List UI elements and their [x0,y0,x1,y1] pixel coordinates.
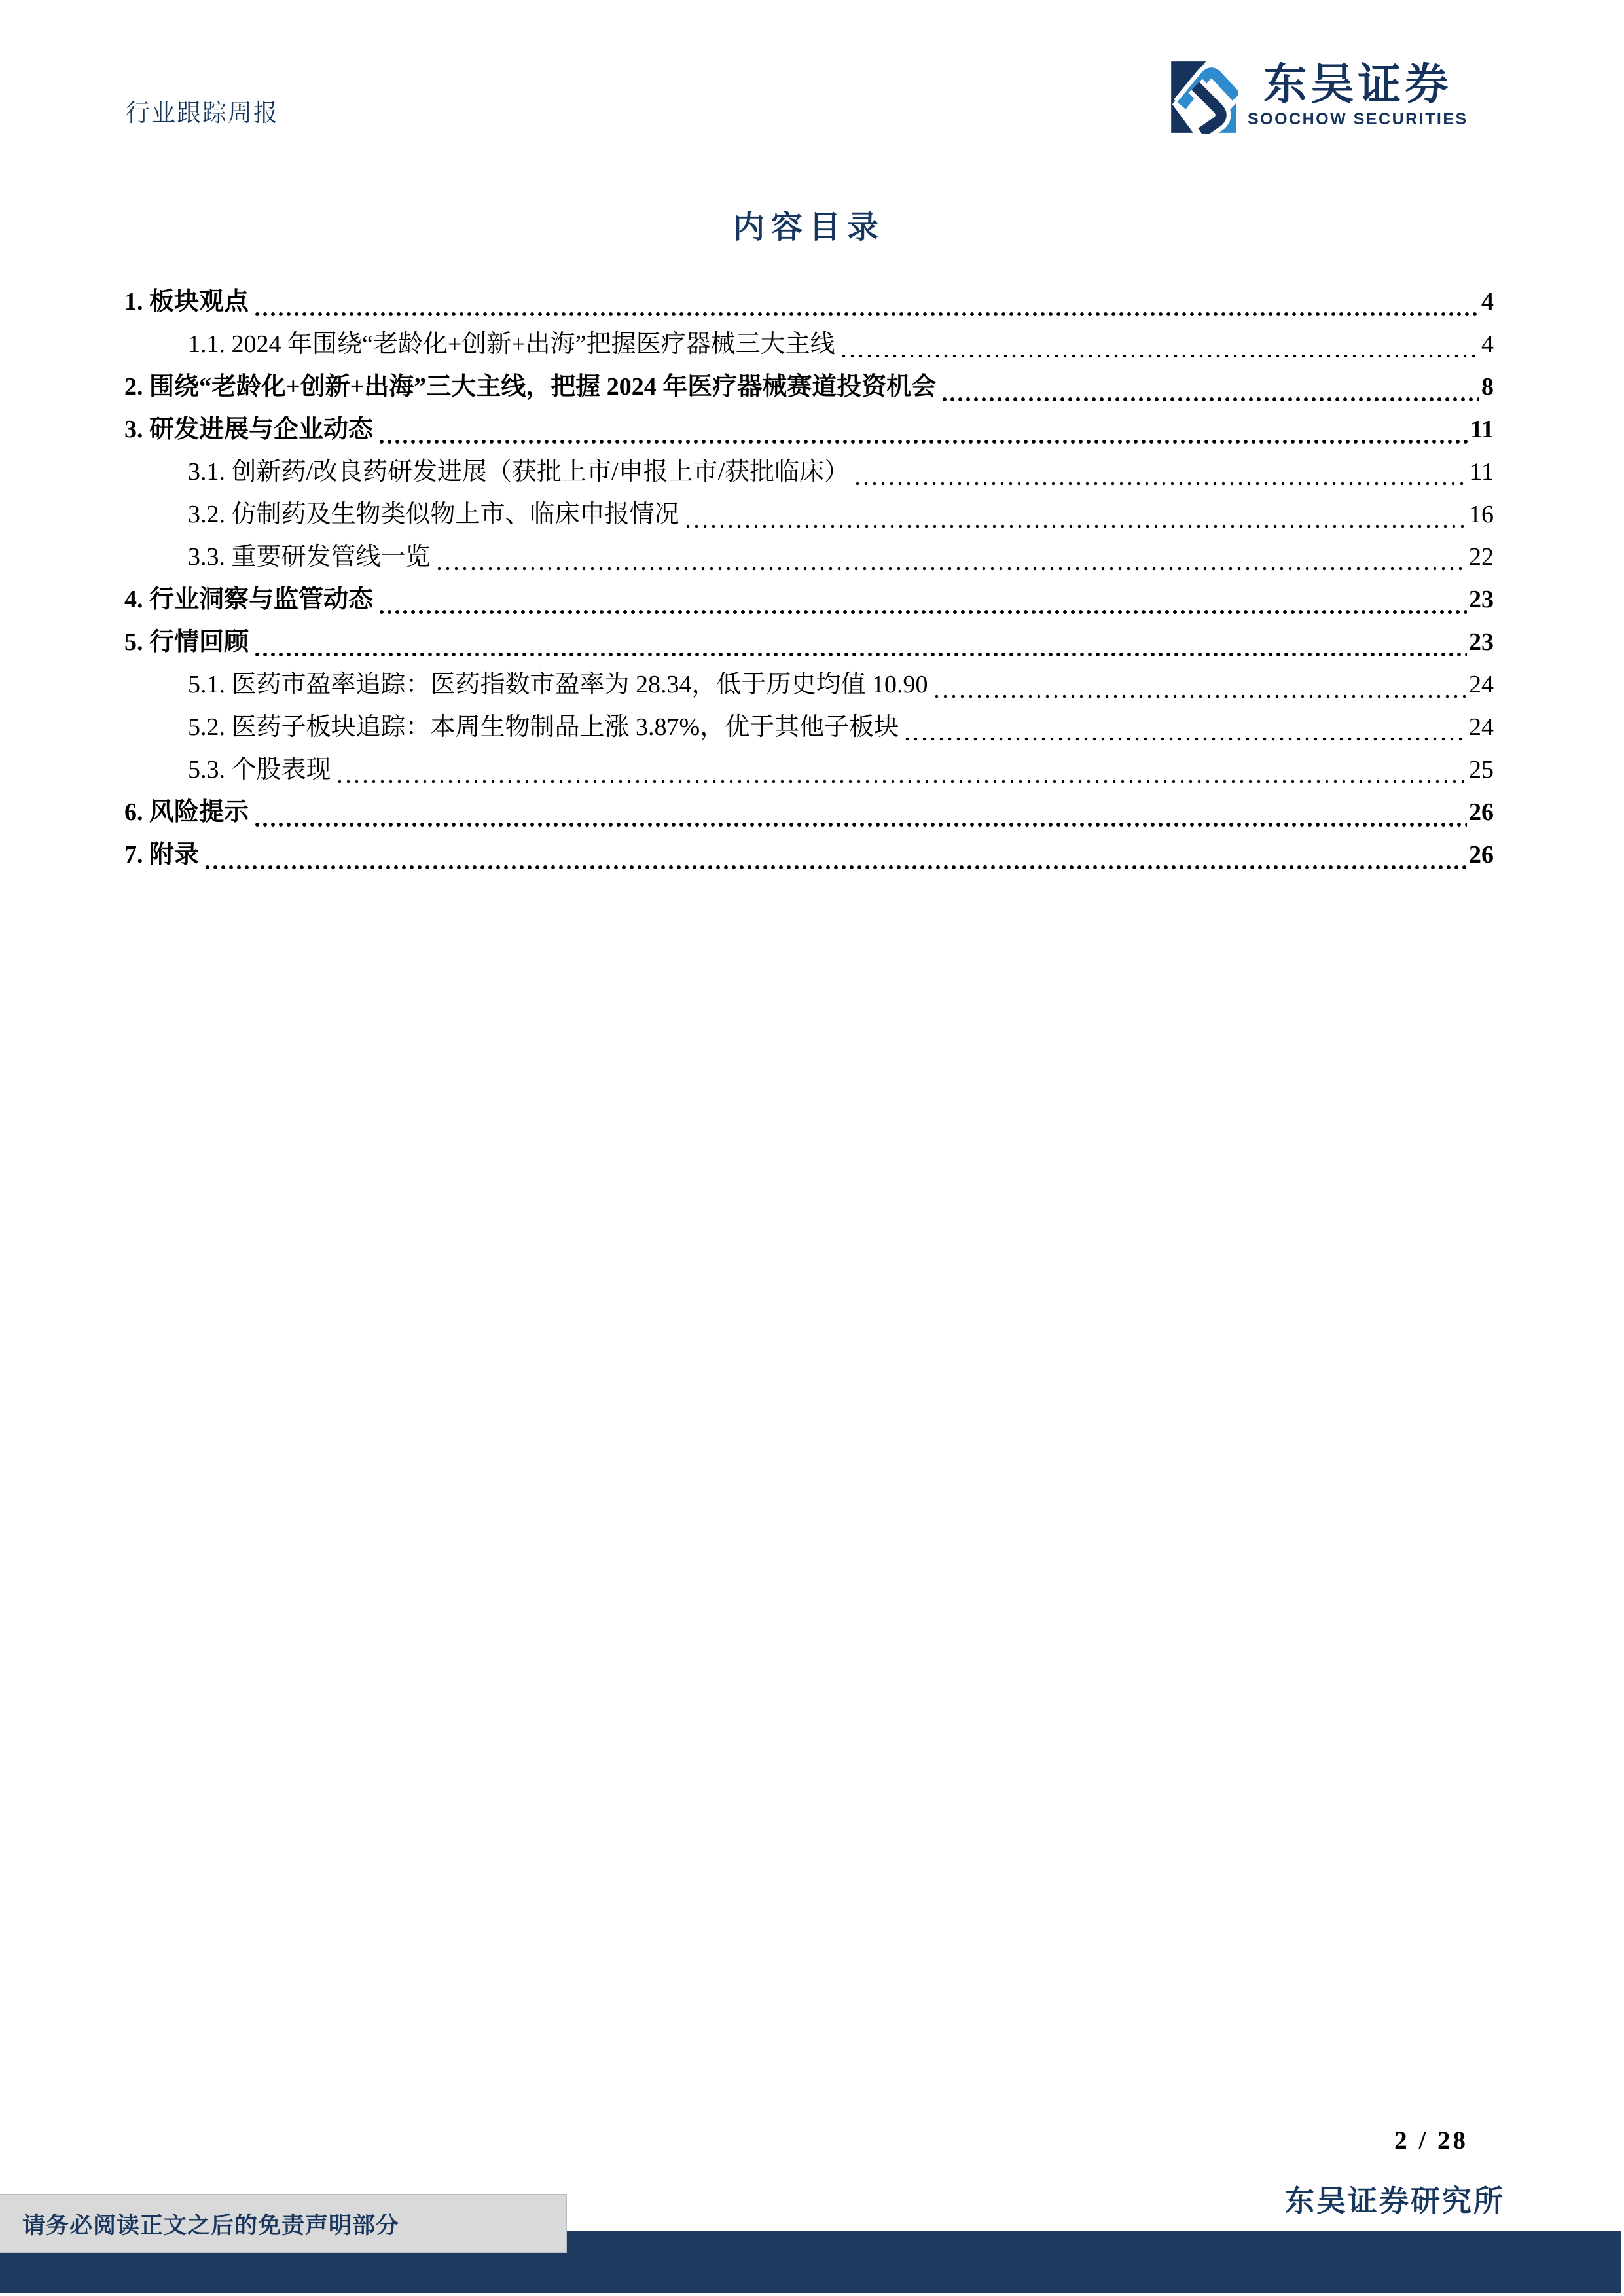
toc-entry[interactable] [124,281,1494,323]
toc-entry[interactable] [124,366,1494,408]
toc-entry-label: 5.3. 个股表现 [188,756,331,783]
toc-page-number: 26 [1469,841,1494,869]
toc-entry-label: 7. 附录 [124,841,200,869]
report-type-label: 行业跟踪周报 [126,100,279,127]
toc-entry[interactable] [124,451,1494,493]
toc-page-number: 4 [1481,331,1494,358]
page-indicator: 2 / 28 [1394,2126,1468,2155]
disclaimer-box [0,2194,567,2253]
toc-entry[interactable] [124,664,1494,706]
dot-leader [904,736,1467,742]
dot-leader [254,311,1479,317]
dot-leader [254,651,1467,658]
dot-leader [941,396,1479,403]
dot-leader [336,778,1467,785]
toc-page-number: 26 [1469,798,1494,826]
toc-entry-label: 5.2. 医药子板块追踪：本周生物制品上涨 3.87%，优于其他子板块 [188,713,899,741]
toc-page-number: 4 [1481,288,1494,315]
toc-page-number: 11 [1470,458,1494,486]
toc-entry-label: 1.1. 2024 年围绕“老龄化+创新+出海”把握医疗器械三大主线 [188,331,835,358]
brand-name-cn: 东吴证券 [1263,61,1453,109]
dot-leader [378,609,1467,615]
dot-leader [254,821,1467,828]
toc-page-number: 22 [1469,543,1494,571]
toc-page-number: 23 [1469,628,1494,656]
dot-leader [685,523,1467,529]
toc-entry-label: 3.3. 重要研发管线一览 [188,543,431,571]
toc-entry-label: 4. 行业洞察与监管动态 [124,586,374,613]
toc-page-number: 24 [1469,671,1494,698]
disclaimer-text: 请务必阅读正文之后的免责声明部分 [22,2212,400,2238]
toc-entry-label: 3.2. 仿制药及生物类似物上市、临床申报情况 [188,501,679,528]
toc-entry-label: 6. 风险提示 [124,798,249,826]
toc-entry-label: 5. 行情回顾 [124,628,249,656]
toc-page-number: 16 [1469,501,1494,528]
toc-entry[interactable] [124,579,1494,621]
toc-entry-label: 2. 围绕“老龄化+创新+出海”三大主线，把握 2024 年医疗器械赛道投资机会 [124,373,937,401]
dot-leader [378,439,1468,445]
dot-leader [933,693,1467,700]
toc-page-number: 24 [1469,713,1494,741]
toc-entry-label: 3.1. 创新药/改良药研发进展（获批上市/申报上市/获批临床） [188,458,850,486]
brand-name-en: SOOCHOW SECURITIES [1248,109,1468,128]
toc-page-number: 25 [1469,756,1494,783]
toc-page-number: 11 [1470,416,1494,443]
toc-entry[interactable] [124,834,1494,876]
institute-name: 东吴证券研究所 [1284,2185,1505,2217]
toc-entry-label: 3. 研发进展与企业动态 [124,416,374,443]
toc-entry[interactable] [124,621,1494,664]
dot-leader [436,565,1467,572]
toc-page-number: 8 [1481,373,1494,401]
toc-section [124,0,1494,876]
toc-entry[interactable] [124,323,1494,366]
toc-entry[interactable] [124,749,1494,791]
toc-entry-label: 5.1. 医药市盈率追踪：医药指数市盈率为 28.34，低于历史均值 10.90 [188,671,928,698]
toc-list [124,281,1494,876]
toc-entry[interactable] [124,536,1494,579]
toc-entry[interactable] [124,493,1494,536]
toc-title: 内容目录 [732,210,885,245]
toc-page-number: 23 [1469,586,1494,613]
dot-leader [840,353,1479,359]
dot-leader [854,480,1468,487]
toc-entry[interactable] [124,408,1494,451]
toc-entry[interactable] [124,791,1494,834]
dot-leader [204,864,1467,870]
toc-entry[interactable] [124,706,1494,749]
toc-entry-label: 1. 板块观点 [124,288,249,315]
